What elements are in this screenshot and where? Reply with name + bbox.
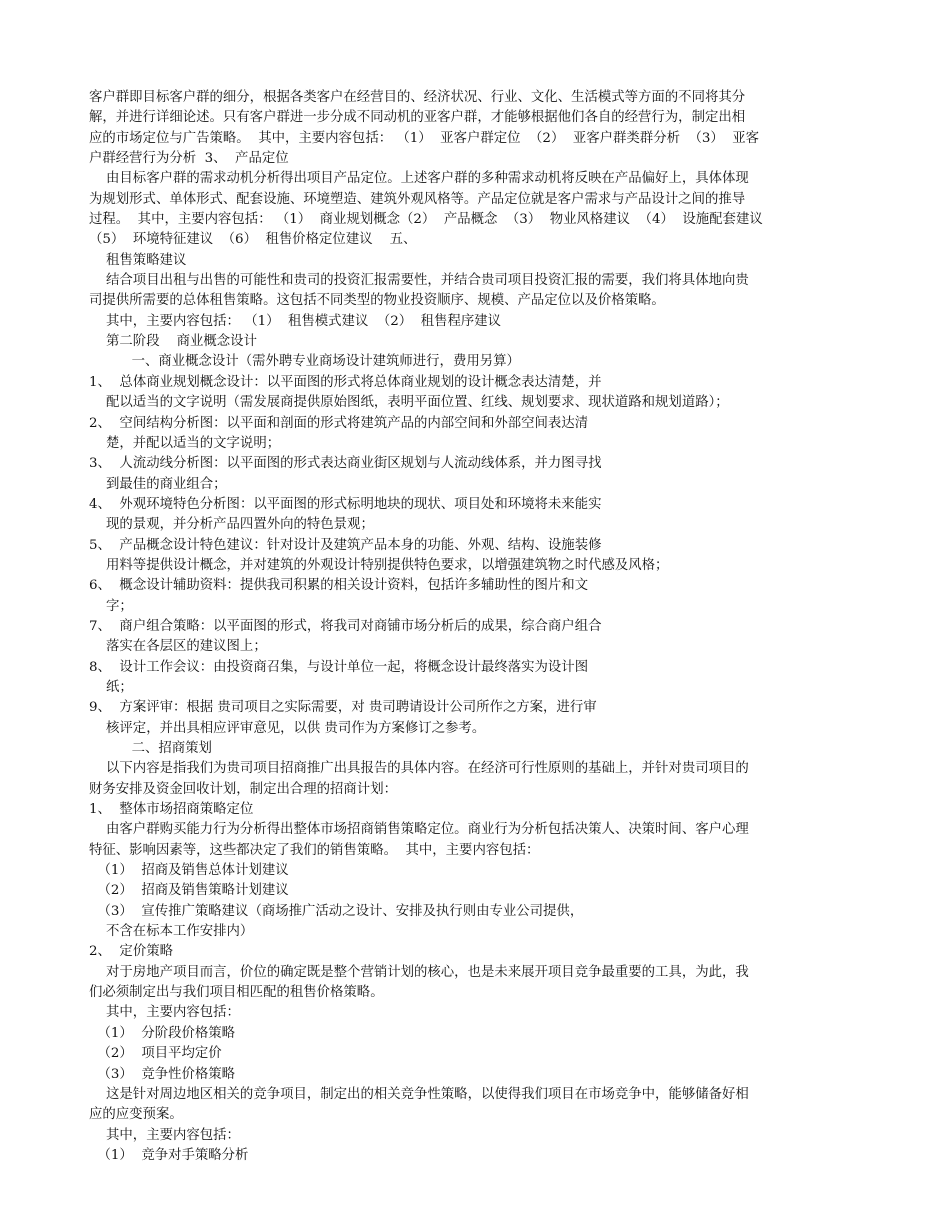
text-line: 到最佳的商业组合； [89,476,227,492]
text-line: （1） 招商及销售总体计划建议 [89,863,289,879]
text-line: 3、 人流动线分析图：以平面图的形式表达商业街区规划与人流动线体系，并力图寻找 [89,456,602,472]
paragraph [89,963,861,1004]
text-line: 其中，主要内容包括： [89,1127,240,1143]
text-line: 楚，并配以适当的文字说明； [89,435,281,451]
text-line: 们必须制定出与我们项目相匹配的租售价格策略。 [89,985,384,1001]
text-line: 核评定，并出具相应评审意见，以供 贵司作为方案修订之参考。 [89,720,486,736]
text-line: 解，并进行详细论述。只有客户群进一步分成不同动机的亚客户群，才能够根据他们各自的经营行为，制定出相 [89,110,746,126]
text-line: 配以适当的文字说明（需发展商提供原始图纸，表明平面位置、红线、规划要求、现状道路和规划道路）； [89,395,729,411]
paragraph [89,169,861,271]
text-line: （2） 招商及销售策略计划建议 [89,883,289,899]
text-line: 特征、影响因素等，这些都决定了我们的销售策略。 其中，主要内容包括： [89,842,540,858]
text-line: 第二阶段 商业概念设计 [89,334,257,350]
text-line: 以下内容是指我们为贵司项目招商推广出具报告的具体内容。在经济可行性原则的基础上，并针对贵司项目的 [89,761,749,777]
paragraph [89,373,861,739]
text-line: 不含在标本工作安排内） [89,924,254,940]
text-line: 现的景观，并分析产品四置外向的特色景观； [89,517,374,533]
text-line: 9、 方案评审：根据 贵司项目之实际需要，对 贵司聘请设计公司所作之方案，进行审 [89,700,597,716]
text-line: 二、招商策划 [89,741,212,756]
document-body [89,88,861,1166]
paragraph [89,352,861,372]
text-line: 纸； [89,679,133,695]
paragraph [89,759,861,800]
text-line: 其中，主要内容包括： [89,1005,240,1021]
text-line: 客户群即目标客户群的细分，根据各类客户在经营目的、经济状况、行业、文化、生活模式等方面的不同将其分 [89,90,746,105]
text-line: 为规划形式、单体形式、配套设施、环境塑造、建筑外观风格等。产品定位就是客户需求与产品设计之间的推导 [89,191,746,207]
text-line: 由客户群购买能力行为分析得出整体市场招商销售策略定位。商业行为分析包括决策人、决策时间、客户心理 [89,822,749,838]
text-line: 8、 设计工作会议：由投资商召集，与设计单位一起，将概念设计最终落实为设计图 [89,659,589,675]
text-line: （1） 竞争对手策略分析 [89,1147,249,1163]
paragraph [89,1085,861,1126]
text-line: 对于房地产项目而言，价位的确定既是整个营销计划的核心，也是未来展开项目竞争最重要的工具，为此，我 [89,964,749,980]
paragraph [89,1003,861,1084]
paragraph [89,942,861,962]
text-line: 5、 产品概念设计特色建议：针对设计及建筑产品本身的功能、外观、结构、设施装修 [89,537,602,553]
text-line: （3） 竞争性价格策略 [89,1066,236,1082]
text-line: 用料等提供设计概念，并对建筑的外观设计特别提供特色要求，以增强建筑物之时代感及风格； [89,557,669,573]
text-line: 1、 总体商业规划概念设计：以平面图的形式将总体商业规划的设计概念表达清楚，并 [89,374,602,390]
text-line: 其中，主要内容包括： （1） 租售模式建议 （2） 租售程序建议 [89,313,502,329]
text-line: 过程。 其中，主要内容包括： （1） 商业规划概念（2） 产品概念 （3） 物业风格建议 （4） 设施配套建议 [89,212,763,228]
text-line: 应的应变预案。 [89,1107,183,1123]
text-line: 司提供所需要的总体租售策略。这包括不同类型的物业投资顺序、规模、产品定位以及价格策略。 [89,293,665,309]
text-line: 租售策略建议 [89,252,187,268]
text-line: 应的市场定位与广告策略。 其中，主要内容包括： （1） 亚客户群定位 （2） 亚客户群类群分析 （3） 亚客 [89,130,760,146]
text-line: 一、商业概念设计（需外聘专业商场设计建筑师进行，费用另算） [89,354,520,370]
paragraph [89,88,861,169]
text-line: 财务安排及资金回收计划，制定出合理的招商计划： [89,781,397,797]
paragraph [89,820,861,861]
text-line: 结合项目出租与出售的可能性和贵司的投资汇报需要性，并结合贵司项目投资汇报的需要，我们将具体地向贵 [89,273,749,289]
text-line: 户群经营行为分析 3、 产品定位 [89,151,289,167]
paragraph [89,800,861,820]
text-line: （5） 环境特征建议 （6） 租售价格定位建议 五、 [89,232,417,248]
text-line: 字； [89,598,133,614]
text-line: （1） 分阶段价格策略 [89,1025,236,1041]
paragraph [89,739,861,759]
text-line: 1、 整体市场招商策略定位 [89,802,254,818]
paragraph [89,1126,861,1167]
text-line: 这是针对周边地区相关的竞争项目，制定出的相关竞争性策略，以使得我们项目在市场竞争中，能够储备好相 [89,1086,749,1102]
text-line: 6、 概念设计辅助资料：提供我司积累的相关设计资料，包括许多辅助性的图片和文 [89,578,589,594]
paragraph [89,271,861,312]
paragraph [89,861,861,942]
text-line: （2） 项目平均定价 [89,1046,222,1062]
text-line: 落实在各层区的建议图上； [89,639,267,655]
paragraph [89,312,861,332]
text-line: 4、 外观环境特色分析图：以平面图的形式标明地块的现状、项目处和环境将未来能实 [89,496,602,512]
text-line: 由目标客户群的需求动机分析得出项目产品定位。上述客户群的多种需求动机将反映在产品偏好上，具体体现 [89,171,749,187]
text-line: 2、 定价策略 [89,944,173,960]
text-line: 7、 商户组合策略：以平面图的形式，将我司对商铺市场分析后的成果，综合商户组合 [89,618,602,634]
text-line: （3） 宣传推广策略建议（商场推广活动之设计、安排及执行则由专业公司提供， [89,903,584,919]
paragraph [89,332,861,352]
text-line: 2、 空间结构分析图：以平面和剖面的形式将建筑产品的内部空间和外部空间表达清 [89,415,589,431]
